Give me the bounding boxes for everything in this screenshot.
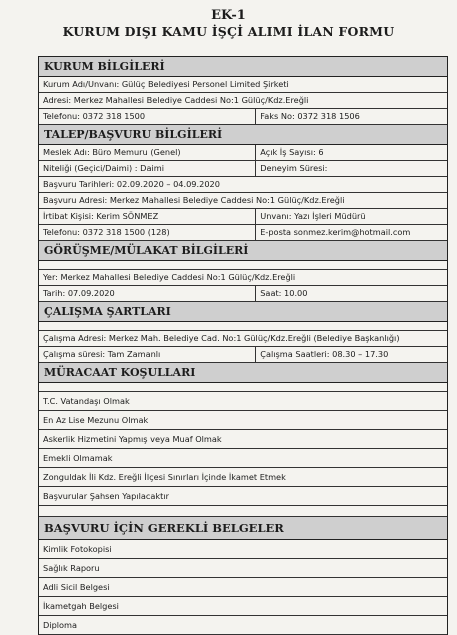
belge-item: Sağlık Raporu xyxy=(43,563,100,573)
list-item xyxy=(39,540,447,559)
talep-email: E-posta sonmez.kerim@hotmail.com xyxy=(255,225,447,240)
gorusme-time: Saat: 10.00 xyxy=(255,286,447,301)
form-title: KURUM DIŞI KAMU İŞÇİ ALIMI İLAN FORMU xyxy=(62,24,395,39)
spacer-row xyxy=(39,506,447,517)
section-muracaat-heading: MÜRACAAT KOŞULLARI xyxy=(39,363,447,383)
kurum-address: Adresi: Merkez Mahallesi Belediye Caddesi No:1 Gülüç/Kdz.Ereğli xyxy=(43,95,309,105)
talep-openings: Açık İş Sayısı: 6 xyxy=(255,145,447,160)
calisma-period-row xyxy=(39,347,447,363)
muracaat-item: T.C. Vatandaşı Olmak xyxy=(43,396,130,406)
gorusme-place: Yer: Merkez Mahallesi Belediye Caddesi No:1 Gülüç/Kdz.Ereğli xyxy=(43,272,296,282)
talep-profession-row xyxy=(39,145,447,161)
talep-phone-row xyxy=(39,225,447,241)
section-belgeler-heading: BAŞVURU İÇİN GEREKLİ BELGELER xyxy=(39,517,447,540)
talep-contact-title: Unvanı: Yazı İşleri Müdürü xyxy=(255,209,447,224)
muracaat-item: Zonguldak İli Kdz. Ereğli İlçesi Sınırları İçinde İkamet Etmek xyxy=(43,472,286,482)
list-item xyxy=(39,430,447,449)
gorusme-date-row xyxy=(39,286,447,302)
list-item xyxy=(39,578,447,597)
belge-item: Diploma xyxy=(43,620,78,630)
muracaat-item: Askerlik Hizmetini Yapmış veya Muaf Olmak xyxy=(43,434,222,444)
belge-item: İkametgah Belgesi xyxy=(43,601,119,611)
spacer-row xyxy=(39,383,447,392)
gorusme-place-row xyxy=(39,270,447,286)
talep-apply-address: Başvuru Adresi: Merkez Mahallesi Belediye Caddesi No:1 Gülüç/Kdz.Ereğli xyxy=(43,195,345,205)
kurum-phone: Telefonu: 0372 318 1500 xyxy=(43,111,146,121)
talep-nature-row xyxy=(39,161,447,177)
kurum-contact-row xyxy=(39,109,447,125)
list-item xyxy=(39,597,447,616)
muracaat-item: Emekli Olmamak xyxy=(43,453,113,463)
kurum-address-row xyxy=(39,93,447,109)
talep-experience: Deneyim Süresi: xyxy=(255,161,447,176)
kurum-name: Kurum Adı/Unvanı: Gülüç Belediyesi Personel Limited Şirketi xyxy=(43,79,289,89)
spacer-row xyxy=(39,322,447,331)
section-kurum-heading: KURUM BİLGİLERİ xyxy=(39,57,447,77)
section-gorusme-heading: GÖRÜŞME/MÜLAKAT BİLGİLERİ xyxy=(39,241,447,261)
gorusme-date: Tarih: 07.09.2020 xyxy=(43,288,115,298)
muracaat-item: En Az Lise Mezunu Olmak xyxy=(43,415,149,425)
list-item xyxy=(39,392,447,411)
belge-item: Adli Sicil Belgesi xyxy=(43,582,110,592)
list-item xyxy=(39,487,447,506)
form-annex-label: EK-1 xyxy=(211,8,246,23)
talep-contact-person: İrtibat Kişisi: Kerim SÖNMEZ xyxy=(43,211,159,221)
talep-dates-row xyxy=(39,177,447,193)
muracaat-item: Başvurular Şahsen Yapılacaktır xyxy=(43,491,170,501)
section-talep-heading: TALEP/BAŞVURU BİLGİLERİ xyxy=(39,125,447,145)
list-item xyxy=(39,559,447,578)
calisma-hours: Çalışma Saatleri: 08.30 – 17.30 xyxy=(255,347,447,362)
calisma-address: Çalışma Adresi: Merkez Mah. Belediye Cad. No:1 Gülüç/Kdz.Ereğli (Belediye Başkanlığı) xyxy=(43,333,400,343)
list-item xyxy=(39,616,447,635)
talep-profession: Meslek Adı: Büro Memuru (Genel) xyxy=(43,147,181,157)
calisma-address-row xyxy=(39,331,447,347)
kurum-fax: Faks No: 0372 318 1506 xyxy=(255,109,447,124)
talep-nature: Niteliği (Geçici/Daimi) : Daimi xyxy=(43,163,165,173)
list-item xyxy=(39,449,447,468)
talep-contact-row xyxy=(39,209,447,225)
talep-dates: Başvuru Tarihleri: 02.09.2020 – 04.09.2020 xyxy=(43,179,220,189)
section-calisma-heading: ÇALIŞMA ŞARTLARI xyxy=(39,302,447,322)
talep-phone: Telefonu: 0372 318 1500 (128) xyxy=(43,227,170,237)
belge-item: Kimlik Fotokopisi xyxy=(43,544,112,554)
form-table xyxy=(38,56,448,635)
calisma-period: Çalışma süresi: Tam Zamanlı xyxy=(43,349,161,359)
list-item xyxy=(39,468,447,487)
list-item xyxy=(39,411,447,430)
spacer-row xyxy=(39,261,447,270)
kurum-name-row xyxy=(39,77,447,93)
talep-address-row xyxy=(39,193,447,209)
